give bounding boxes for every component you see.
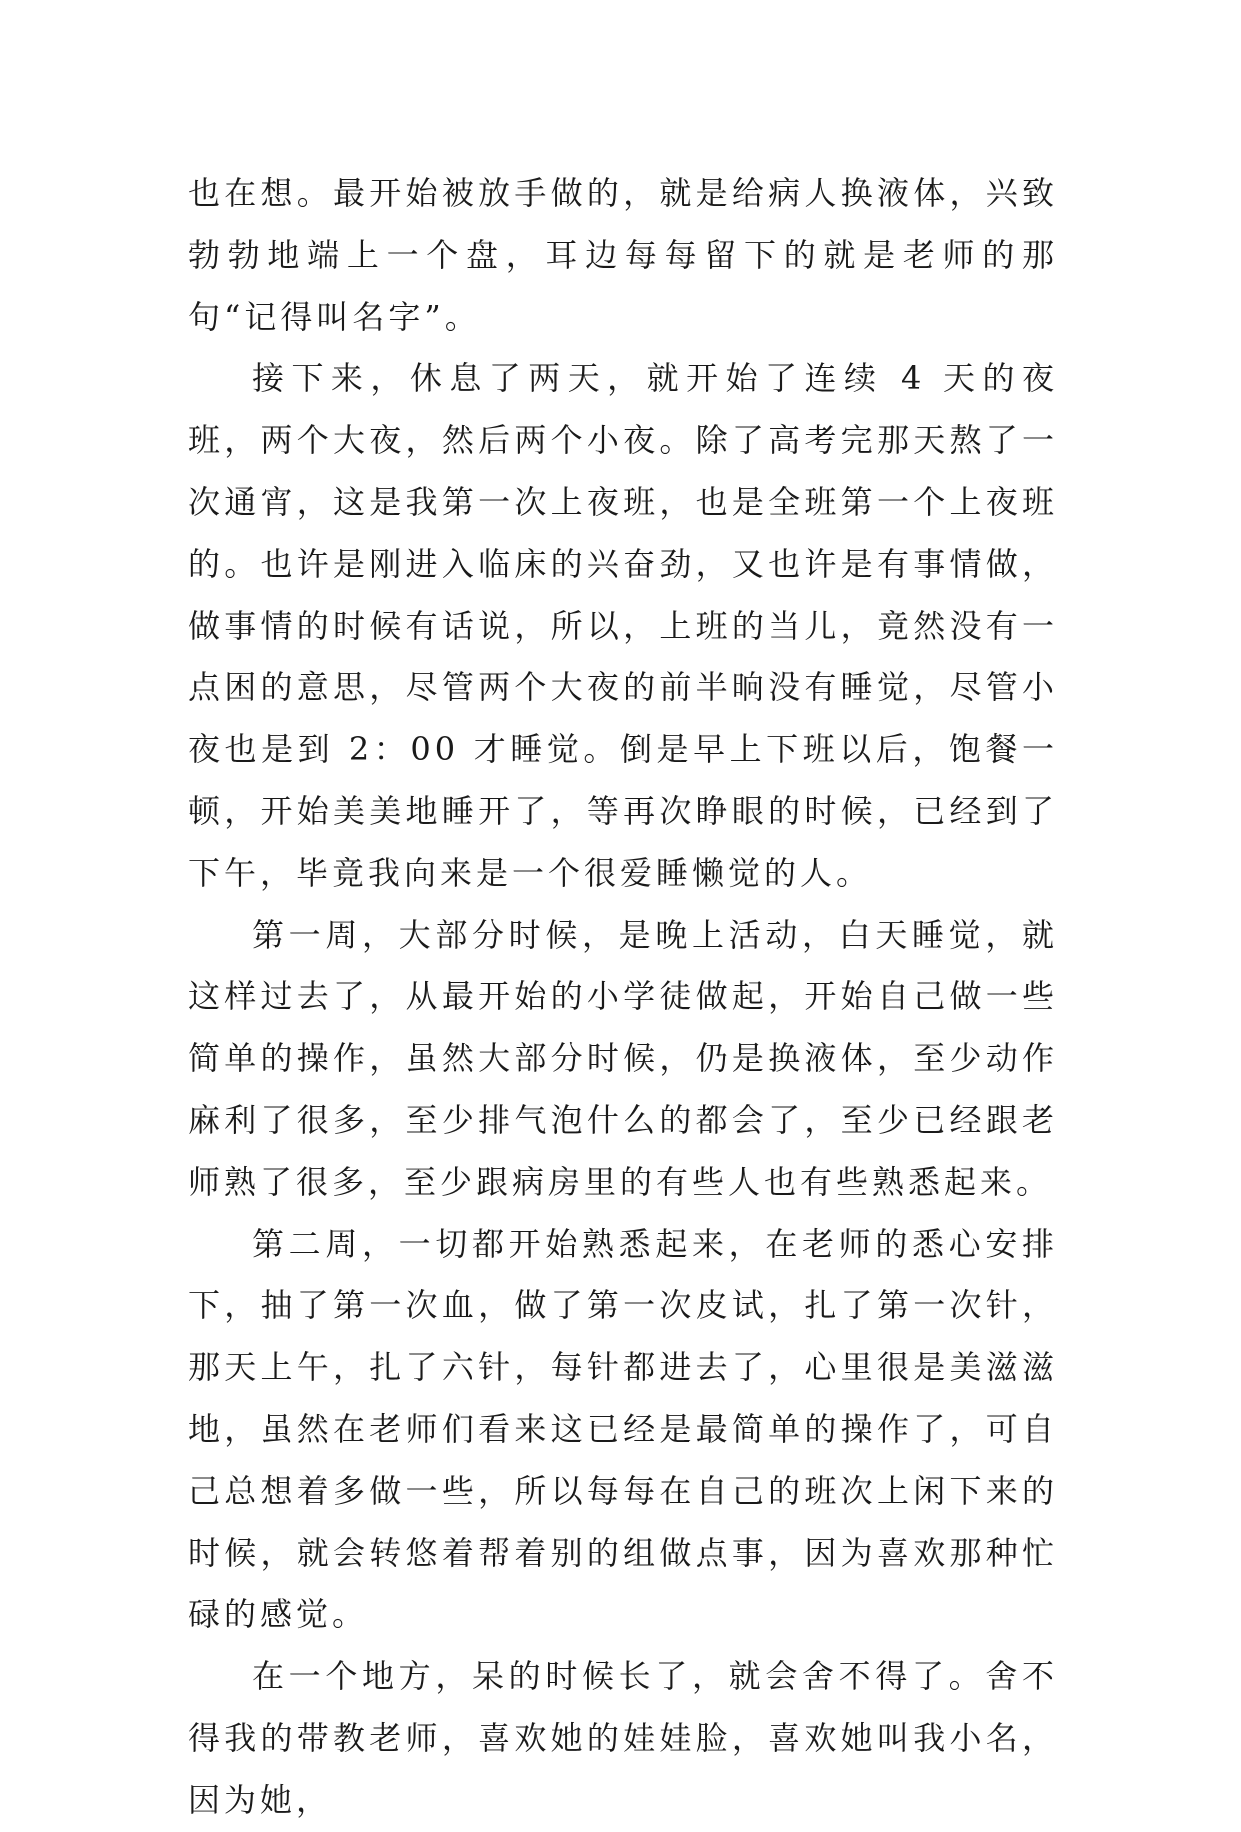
- paragraph-2: 接下来，休息了两天，就开始了连续 4 天的夜班，两个大夜，然后两个小夜。除了高考完那天熬了一次通宵，这是我第一次上夜班，也是全班第一个上夜班的。也许是刚进入临床的兴奋劲，又也许是有事情做，做事情的时候有话说，所以，上班的当儿，竟然没有一点困的意思，尽管两个大夜的前半晌没有睡觉，尽管小夜也是到 2：00 才睡觉。倒是早上下班以后，饱餐一顿，开始美美地睡开了，等再次睁眼的时候，已经到了下午，毕竟我向来是一个很爱睡懒觉的人。: [188, 359, 1058, 892]
- paragraph-4: 第二周，一切都开始熟悉起来，在老师的悉心安排下，抽了第一次血，做了第一次皮试，扎了第一次针，那天上午，扎了六针，每针都进去了，心里很是美滋滋地，虽然在老师们看来这已经是最简单的操作了，可自己总想着多做一些，所以每每在自己的班次上闲下来的时候，就会转悠着帮着别的组做点事，因为喜欢那种忙碌的感觉。: [188, 1224, 1058, 1634]
- document-body: [188, 163, 1058, 1832]
- paragraph-3: 第一周，大部分时候，是晚上活动，白天睡觉，就这样过去了，从最开始的小学徒做起，开始自己做一些简单的操作，虽然大部分时候，仍是换液体，至少动作麻利了很多，至少排气泡什么的都会了，至少已经跟老师熟了很多，至少跟病房里的有些人也有些熟悉起来。: [188, 915, 1058, 1201]
- paragraph-5: 在一个地方，呆的时候长了，就会舍不得了。舍不得我的带教老师，喜欢她的娃娃脸，喜欢她叫我小名，因为她，: [188, 1657, 1058, 1819]
- paragraph-1: 也在想。最开始被放手做的，就是给病人换液体，兴致勃勃地端上一个盘，耳边每每留下的就是老师的那句“记得叫名字”。: [188, 174, 1058, 336]
